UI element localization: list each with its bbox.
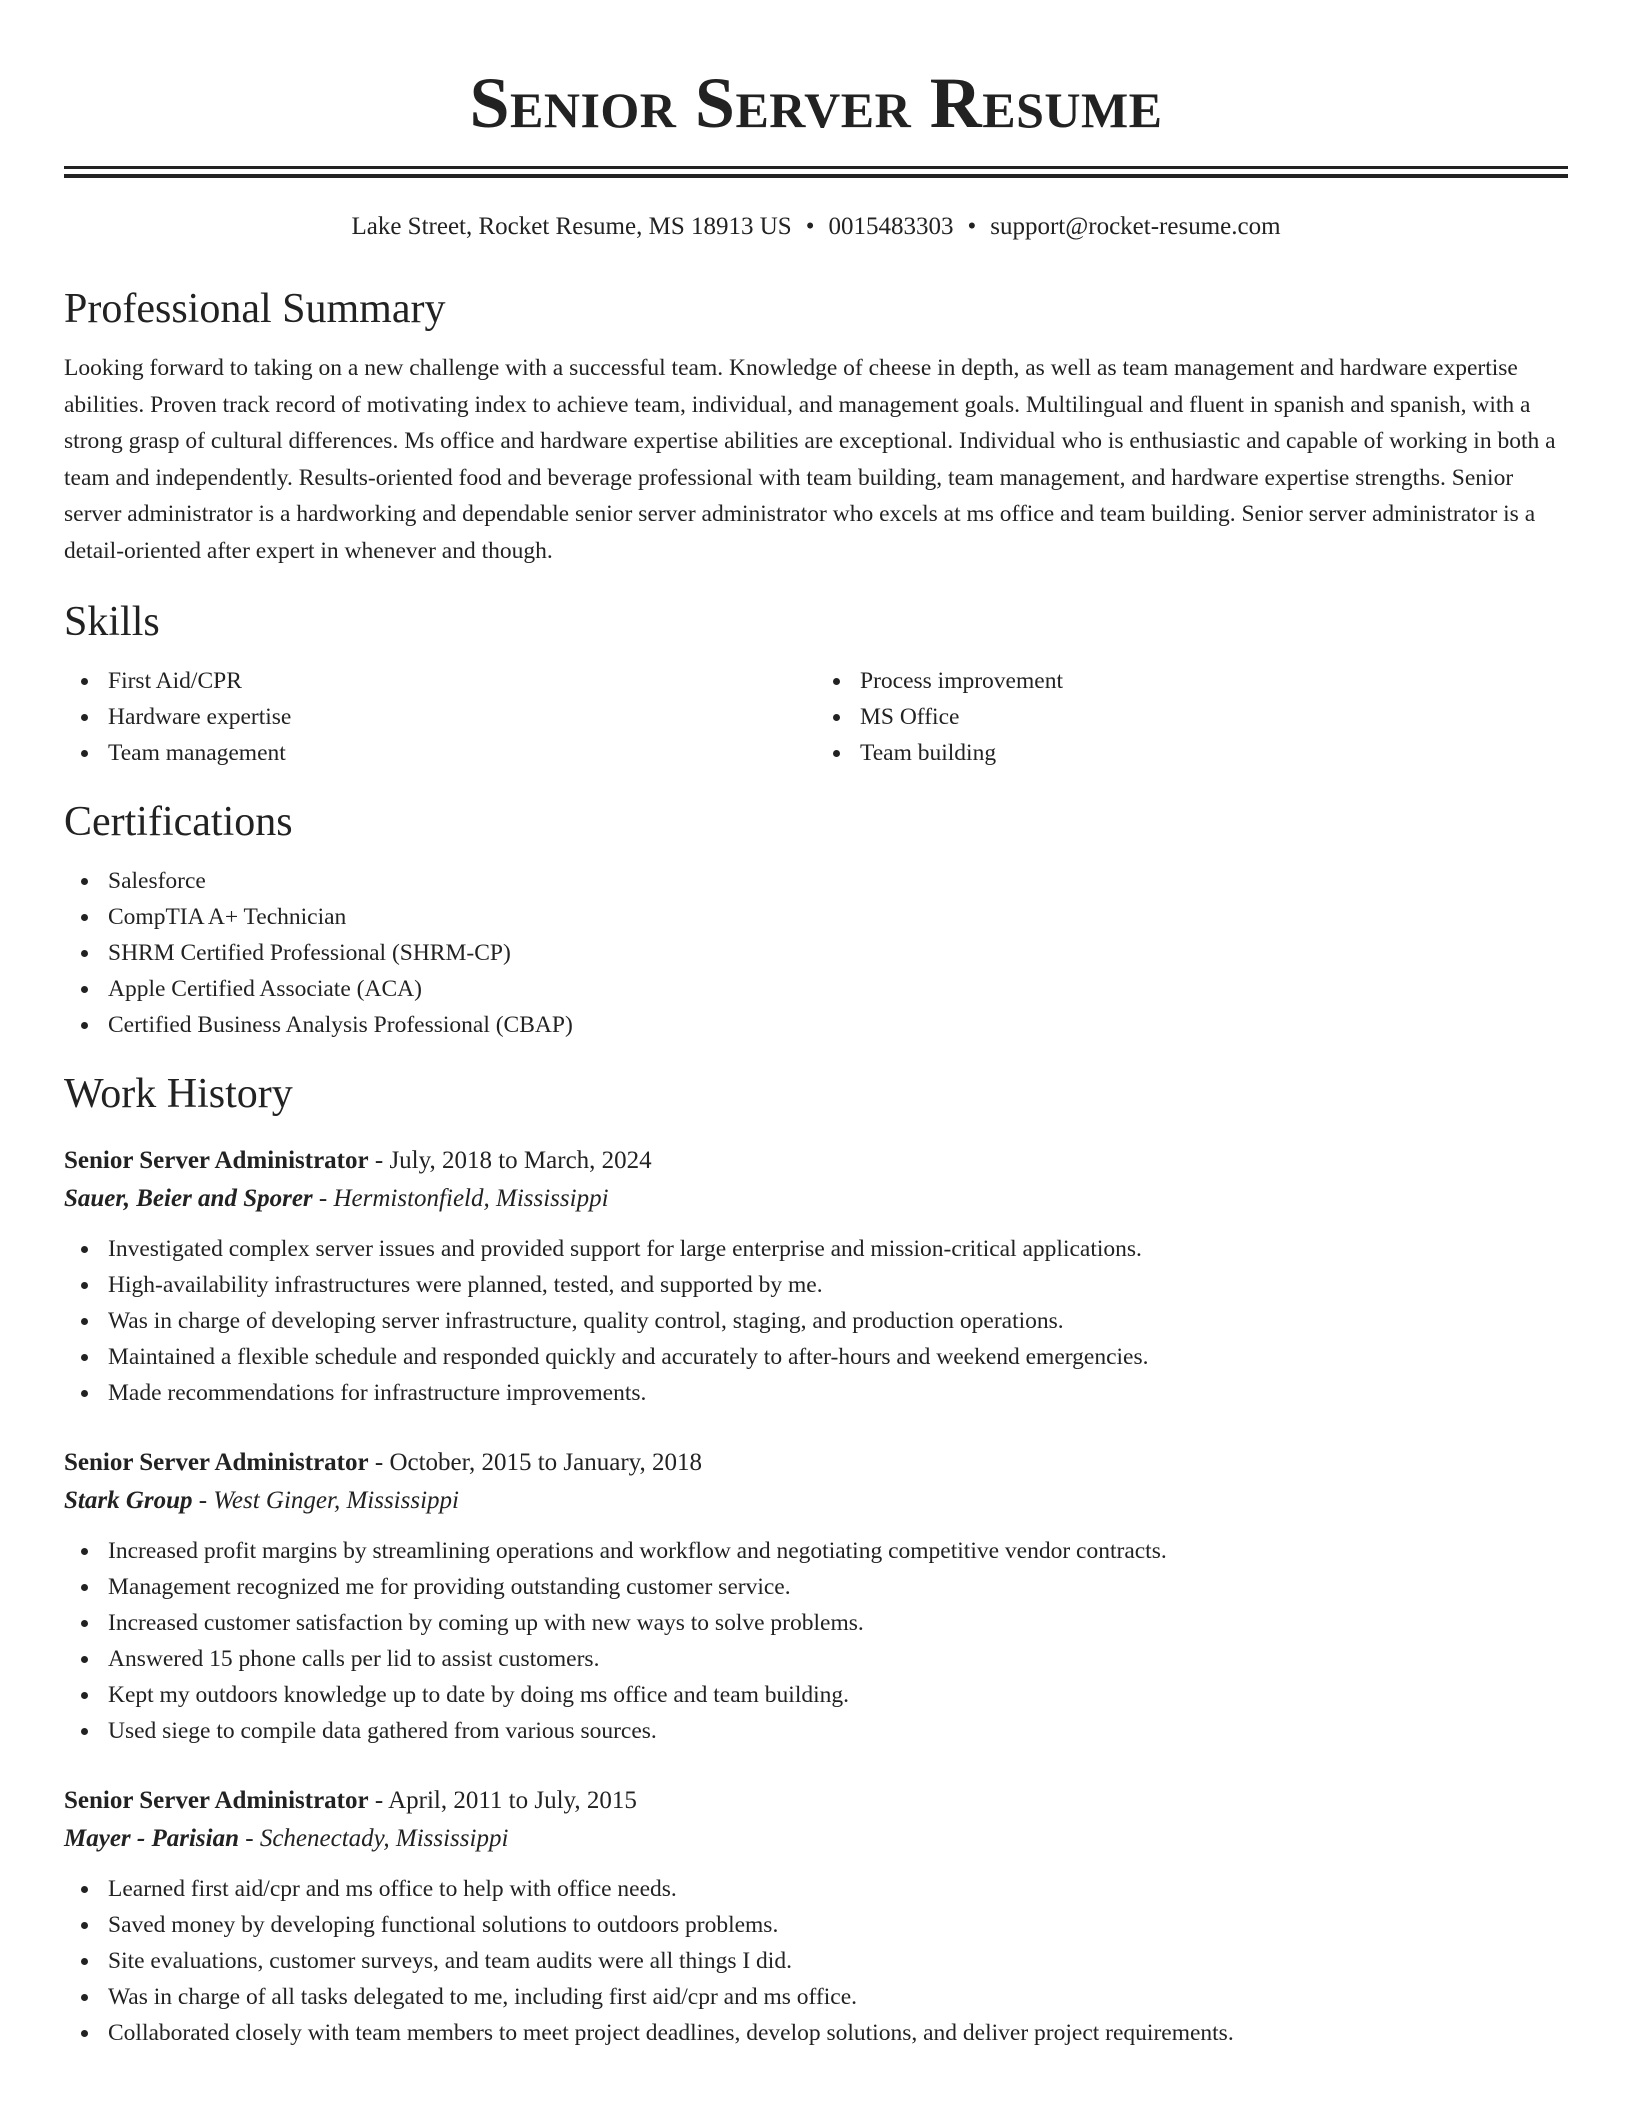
job-entry (64, 1143, 1568, 1411)
job-company-line (64, 1481, 1568, 1521)
skill-item: Team management (64, 735, 816, 771)
job-dates: April, 2011 to July, 2015 (388, 1787, 637, 1814)
job-dash: - (368, 1449, 390, 1476)
skill-item: Hardware expertise (64, 699, 816, 735)
job-bullet-list (64, 1871, 1568, 2051)
skills-list-left (64, 663, 816, 771)
job-bullet: Collaborated closely with team members to meet project deadlines, develop solutions, and deliver project requirements. (64, 2015, 1568, 2051)
skill-item: First Aid/CPR (64, 663, 816, 699)
job-dash: - (312, 1185, 334, 1212)
job-location: West Ginger, Mississippi (213, 1487, 459, 1514)
work-history-heading: Work History (64, 1071, 293, 1117)
skill-item: Process improvement (816, 663, 1568, 699)
job-dates: July, 2018 to March, 2024 (389, 1147, 652, 1174)
job-title-line (64, 1143, 1568, 1179)
job-bullet: Used siege to compile data gathered from various sources. (64, 1713, 1568, 1749)
job-location: Hermistonfield, Mississippi (333, 1185, 609, 1212)
job-bullet: Maintained a flexible schedule and responded quickly and accurately to after-hours and weekend emergencies. (64, 1339, 1568, 1375)
contact-phone: 0015483303 (828, 213, 954, 240)
job-bullet: Answered 15 phone calls per lid to assist customers. (64, 1641, 1568, 1677)
job-location: Schenectady, Mississippi (259, 1825, 509, 1852)
job-bullet: Made recommendations for infrastructure improvements. (64, 1375, 1568, 1411)
certifications-list (64, 863, 1568, 1043)
summary-text: Looking forward to taking on a new challenge with a successful team. Knowledge of cheese in depth, as well as team management and hardware expertise abilities. Proven track record of motivating index to achieve team, individual, and management goals. Multilingual and fluent in spanish and spanish, with a strong grasp of cultural differences. Ms office and hardware expertise abilities are exceptional. Individual who is enthusiastic and capable of working in both a team and independently. Results-oriented food and beverage professional with team building, team management, and hardware expertise strengths. Senior server administrator is a hardworking and dependable senior server administrator who excels at ms office and team building. Senior server administrator is a detail-oriented after expert in whenever and though. (64, 355, 1556, 564)
certification-item: CompTIA A+ Technician (64, 899, 1568, 935)
skills-heading: Skills (64, 599, 160, 645)
skills-list-right (816, 663, 1568, 771)
summary-heading: Professional Summary (64, 286, 446, 332)
job-company: Mayer - Parisian (64, 1825, 239, 1852)
job-dash: - (368, 1147, 390, 1174)
job-bullet: Site evaluations, customer surveys, and team audits were all things I did. (64, 1943, 1568, 1979)
job-title-line (64, 1445, 1568, 1481)
contact-separator: • (805, 213, 815, 240)
job-entry (64, 1783, 1568, 2051)
contact-line (64, 210, 1568, 244)
page-title: Senior Server Resume (469, 63, 1163, 143)
job-bullet: Was in charge of all tasks delegated to me, including first aid/cpr and ms office. (64, 1979, 1568, 2015)
contact-address: Lake Street, Rocket Resume, MS 18913 US (351, 213, 792, 240)
contact-separator: • (967, 213, 977, 240)
job-role: Senior Server Administrator (64, 1787, 369, 1814)
job-company-line (64, 1179, 1568, 1219)
certification-item: SHRM Certified Professional (SHRM-CP) (64, 935, 1568, 971)
job-bullet: Learned first aid/cpr and ms office to help with office needs. (64, 1871, 1568, 1907)
job-company-line (64, 1819, 1568, 1859)
job-company: Sauer, Beier and Sporer (64, 1185, 313, 1212)
job-title-line (64, 1783, 1568, 1819)
skills-column-right (816, 663, 1568, 771)
job-bullet-list (64, 1231, 1568, 1411)
job-bullet: Kept my outdoors knowledge up to date by doing ms office and team building. (64, 1677, 1568, 1713)
job-company: Stark Group (64, 1487, 193, 1514)
certification-item: Apple Certified Associate (ACA) (64, 971, 1568, 1007)
skill-item: Team building (816, 735, 1568, 771)
certification-item: Salesforce (64, 863, 1568, 899)
job-dash: - (368, 1787, 389, 1814)
job-bullet: Was in charge of developing server infrastructure, quality control, staging, and production operations. (64, 1303, 1568, 1339)
skill-item: MS Office (816, 699, 1568, 735)
job-bullet: Increased customer satisfaction by coming up with new ways to solve problems. (64, 1605, 1568, 1641)
job-role: Senior Server Administrator (64, 1147, 369, 1174)
job-dash: - (239, 1825, 260, 1852)
certifications-heading: Certifications (64, 799, 293, 845)
job-role: Senior Server Administrator (64, 1449, 369, 1476)
job-bullet: Management recognized me for providing outstanding customer service. (64, 1569, 1568, 1605)
job-bullet-list (64, 1533, 1568, 1749)
job-dates: October, 2015 to January, 2018 (389, 1449, 703, 1476)
job-bullet: Investigated complex server issues and provided support for large enterprise and mission-critical applications. (64, 1231, 1568, 1267)
job-entry (64, 1445, 1568, 1749)
skills-column-left (64, 663, 816, 771)
job-bullet: High-availability infrastructures were planned, tested, and supported by me. (64, 1267, 1568, 1303)
certification-item: Certified Business Analysis Professional (CBAP) (64, 1007, 1568, 1043)
job-bullet: Increased profit margins by streamlining operations and workflow and negotiating competitive vendor contracts. (64, 1533, 1568, 1569)
contact-email: support@rocket-resume.com (990, 213, 1281, 240)
skills-grid (64, 663, 1568, 771)
job-bullet: Saved money by developing functional solutions to outdoors problems. (64, 1907, 1568, 1943)
job-dash: - (192, 1487, 214, 1514)
title-divider (64, 166, 1568, 178)
